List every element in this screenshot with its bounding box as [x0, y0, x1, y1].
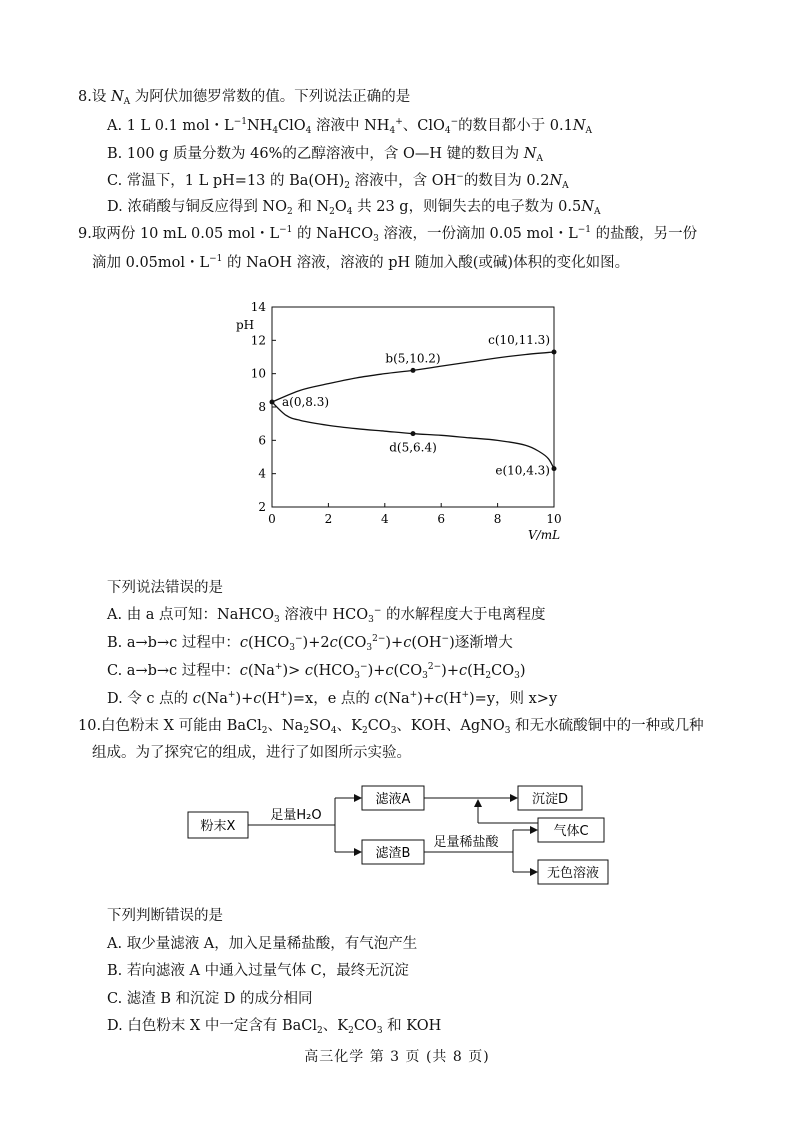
x-tick-label: 8	[493, 512, 502, 526]
q9-question: 下列说法错误的是	[107, 580, 223, 596]
point-label: e(10,4.3)	[495, 463, 550, 478]
label-solution: 无色溶液	[546, 866, 600, 881]
q9-option-d: D. 令 c 点的 c(Na+)+c(H+)=x，e 点的 c(Na+)+c(H+)=y，则 x>y	[107, 690, 558, 707]
x-tick-label: 6	[437, 512, 446, 526]
label-powder-x: 粉末X	[200, 819, 236, 834]
chart-points	[270, 333, 557, 478]
q10-option-c: C. 滤渣 B 和沉淀 D 的成分相同	[107, 991, 313, 1007]
y-tick-label: 2	[258, 500, 266, 514]
experiment-flowchart	[180, 780, 620, 885]
q9-stem-line2: 滴加 0.05mol・$L^{-1}$ 的 NaOH 溶液，溶液的 pH 随加入酸(或碱)体积的变化如图。	[92, 254, 630, 271]
y-tick-label: 8	[258, 400, 266, 414]
q10-question: 下列判断错误的是	[107, 908, 223, 924]
data-point	[411, 431, 416, 436]
y-tick-label: 4	[258, 466, 266, 481]
data-point	[552, 350, 557, 355]
x-tick-label: 10	[546, 512, 562, 526]
q10-option-a: A. 取少量滤液 A，加入足量稀盐酸，有气泡产生	[107, 936, 418, 952]
q9-stem-line1: 9.取两份 10 mL 0.05 mol・$L^{-1}$ 的 NaHCO$_3$ 溶液，一份滴加 0.05 mol・$L^{-1}$ 的盐酸，另一份	[78, 225, 698, 244]
y-tick-label: 12	[250, 333, 266, 348]
label-acid: 足量稀盐酸	[433, 835, 499, 850]
data-point	[270, 400, 275, 405]
point-label: b(5,10.2)	[385, 351, 441, 366]
x-tick-label: 2	[324, 512, 333, 526]
q8-option-c: C. 常温下，1 L pH=13 的 $Ba(OH)_2$ 溶液中，含 OH−的数目为 $0.2N_A$	[107, 172, 569, 191]
label-gas-c: 气体C	[553, 824, 589, 839]
y-tick-label: 6	[258, 433, 266, 448]
y-tick-label: 14	[250, 300, 266, 314]
q8-stem: 8.设 $N_A$ 为阿伏加德罗常数的值。下列说法正确的是	[78, 89, 411, 107]
q8-option-d: D. 浓硝酸与铜反应得到 $NO_2$ 和 $N_2O_4$ 共 23 g，则铜失去的电子数为 $0.5N_A$	[107, 199, 601, 217]
q8-option-a: A. 1 L 0.1 mol・$L^{-1}NH_4ClO_4$ 溶液中 $NH_4^+$、ClO$_4$−的数目都小于 $0.1N_A$	[107, 117, 593, 136]
point-label: a(0,8.3)	[282, 395, 330, 409]
q10-stem-line2: 组成。为了探究它的组成，进行了如图所示实验。	[92, 745, 411, 761]
x-tick-label: 4	[380, 512, 389, 526]
label-water: 足量H₂O	[270, 808, 322, 823]
label-residue-b: 滤渣B	[375, 846, 411, 861]
q9-option-a: A. 由 a 点可知：NaHCO$_3$ 溶液中 $HCO_3^-$ 的水解程度大于电离程度	[107, 606, 546, 625]
q9-option-c: C. a→b→c 过程中：$c(Na^+)> c(HCO_3^-)+c(CO_3^{2-})+c(H_2CO_3)$	[107, 662, 526, 681]
q8-option-b: B. 100 g 质量分数为 46%的乙醇溶液中，含 O—H 键的数目为 $N_A$	[107, 146, 543, 164]
data-point	[552, 466, 557, 471]
y-tick-label: 10	[250, 366, 266, 381]
q9-option-b: B. a→b→c 过程中：$c(HCO_3^-)+2c(CO_3^{2-})+c(OH^-)$逐渐增大	[107, 634, 513, 653]
q10-option-b: B. 若向滤液 A 中通入过量气体 C，最终无沉淀	[107, 963, 409, 979]
x-axis-label: V/mL	[528, 528, 561, 542]
x-tick-label: 0	[268, 512, 276, 526]
point-label: c(10,11.3)	[488, 333, 550, 347]
ph-titration-chart	[230, 295, 570, 560]
q10-stem-line1: 10.白色粉末 X 可能由 BaCl$_2$、$Na_2SO_4$、$K_2CO_3$、KOH、AgNO$_3$ 和无水硫酸铜中的一种或几种	[78, 718, 704, 736]
y-axis-label: pH	[236, 318, 255, 332]
label-precip-d: 沉淀D	[531, 792, 569, 807]
label-filtrate-a: 滤液A	[375, 792, 411, 807]
page-footer: 高三化学 第 3 页 (共 8 页)	[304, 1049, 490, 1065]
point-label: d(5,6.4)	[389, 440, 437, 455]
q10-option-d: D. 白色粉末 X 中一定含有 BaCl$_2$、$K_2CO_3$ 和 KOH	[107, 1018, 442, 1036]
data-point	[411, 368, 416, 373]
